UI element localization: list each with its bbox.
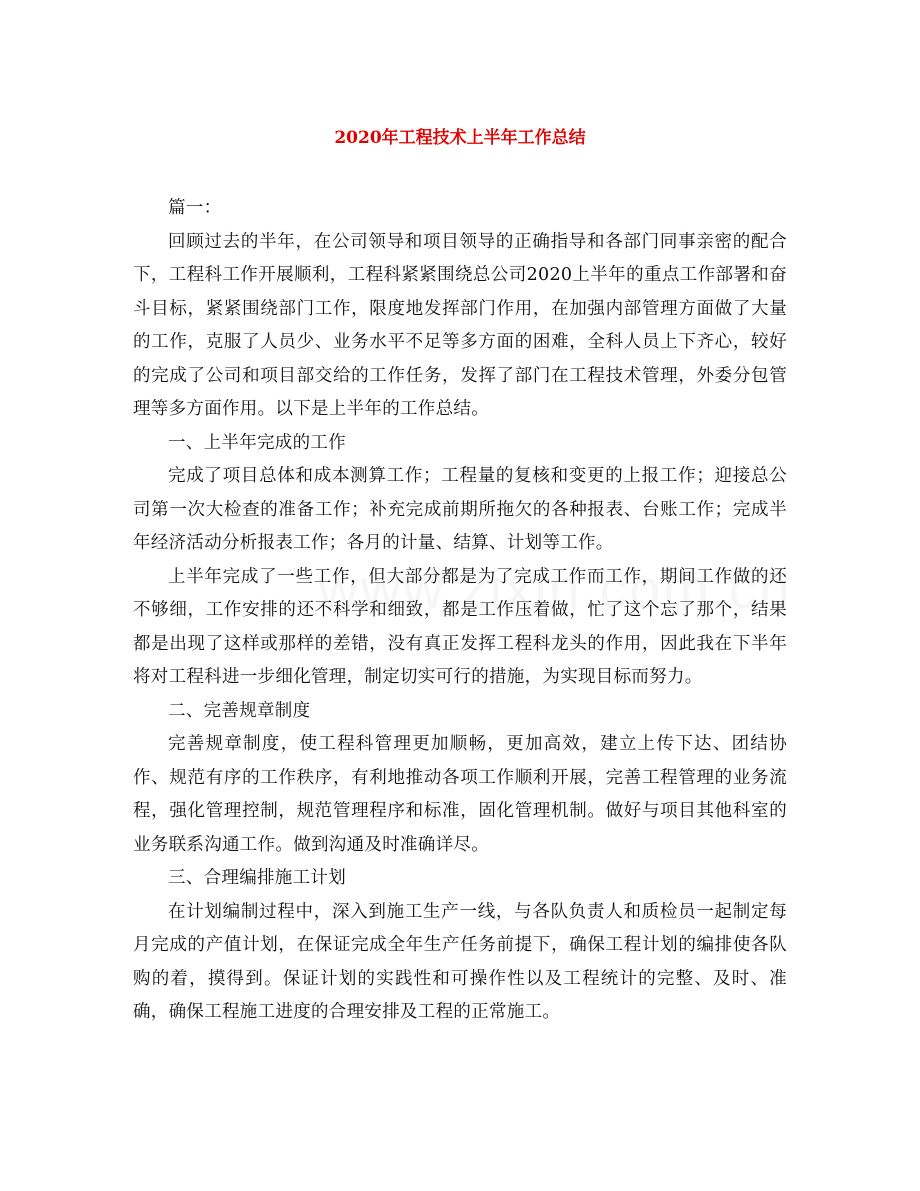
section-heading-1: 一、上半年完成的工作 bbox=[168, 432, 346, 453]
document-body bbox=[133, 192, 787, 1030]
section-heading-3: 三、合理编排施工计划 bbox=[168, 868, 346, 888]
section-heading-2: 二、完善规章制度 bbox=[168, 700, 311, 721]
section-label: 篇一： bbox=[168, 198, 222, 218]
intro-paragraph: 回顾过去的半年，在公司领导和项目领导的正确指导和各部门同事亲密的配合下，工程科工作开展顺利，工程科紧紧围绕总公司2020上半年的重点工作部署和奋斗目标，紧紧围绕部门工作，限度地发挥部门作用，在加强内部管理方面做了大量的工作，克服了人员少、业务水平不足等多方面的困难，全科人员上下齐心，较好的完成了公司和项目部交给的工作任务，发挥了部门在工程技术管理，外委分包管理等多方面作用。以下是上半年的工作总结。 bbox=[133, 231, 787, 419]
document-title: 2020年工程技术上半年工作总结 bbox=[334, 128, 586, 148]
section-3-paragraph: 在计划编制过程中，深入到施工生产一线，与各队负责人和质检员一起制定每月完成的产值计划，在保证完成全年生产任务前提下，确保工程计划的编排使各队购的着，摸得到。保证计划的实践性和可操作性以及工程统计的完整、及时、准确，确保工程施工进度的合理安排及工程的正常施工。 bbox=[133, 901, 787, 1022]
section-2-paragraph: 完善规章制度，使工程科管理更加顺畅，更加高效，建立上传下达、团结协作、规范有序的工作秩序，有利地推动各项工作顺利开展，完善工程管理的业务流程，强化管理控制，规范管理程序和标准，固化管理机制。做好与项目其他科室的业务联系沟通工作。做到沟通及时准确详尽。 bbox=[133, 734, 787, 855]
section-1-paragraph-1: 完成了项目总体和成本测算工作；工程量的复核和变更的上报工作；迎接总公司第一次大检查的准备工作；补充完成前期所拖欠的各种报表、台账工作；完成半年经济活动分析报表工作；各月的计量、结算、计划等工作。 bbox=[133, 466, 787, 553]
section-1-paragraph-2: 上半年完成了一些工作，但大部分都是为了完成工作而工作，期间工作做的还不够细，工作安排的还不科学和细致，都是工作压着做，忙了这个忘了那个，结果都是出现了这样或那样的差错，没有真正发挥工程科龙头的作用，因此我在下半年将对工程科进一步细化管理，制定切实可行的措施，为实现目标而努力。 bbox=[133, 566, 787, 687]
